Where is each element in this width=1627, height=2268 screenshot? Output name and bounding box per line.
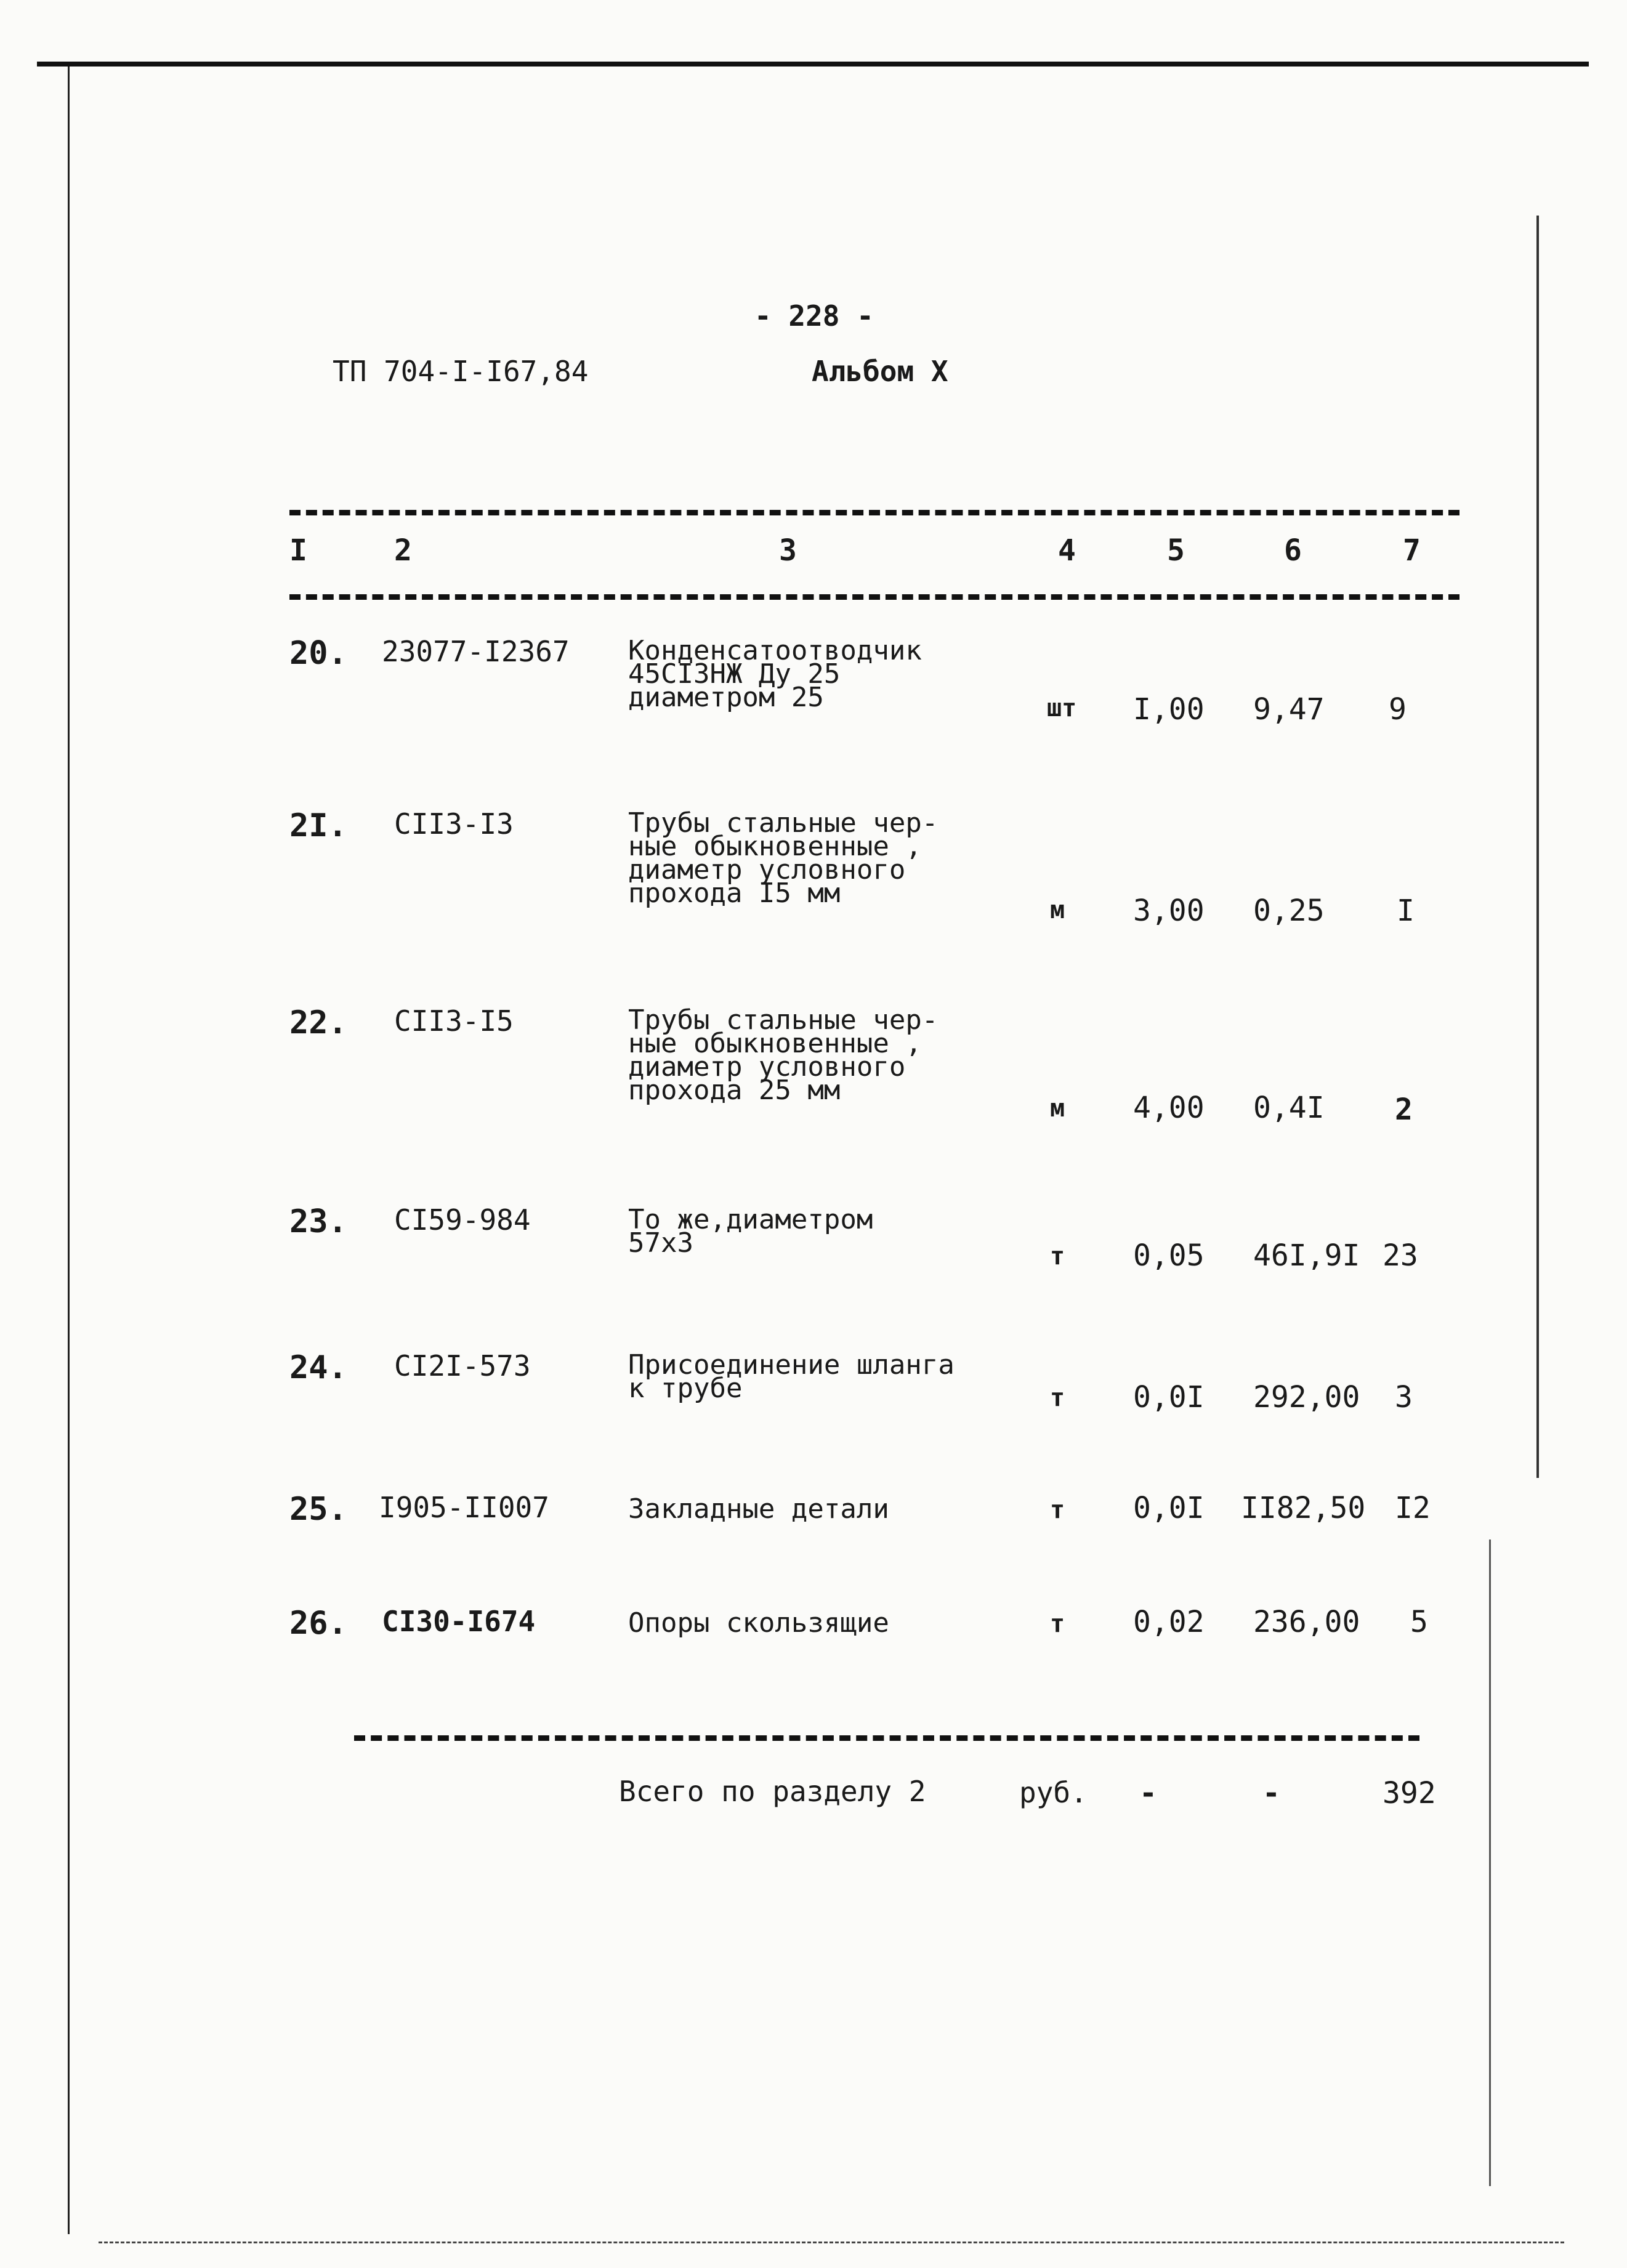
table-row-price: 0,4I xyxy=(1253,1091,1325,1125)
table-row-desc-line: диаметр условного xyxy=(628,1051,906,1083)
page-right-border-lower xyxy=(1489,1540,1491,2186)
table-row-total: 9 xyxy=(1389,692,1407,727)
table-row-number: 24. xyxy=(289,1349,347,1386)
table-top-rule xyxy=(289,510,1459,515)
table-row-quantity: 0,02 xyxy=(1133,1605,1205,1639)
table-header-rule xyxy=(289,594,1459,600)
table-row-price: 0,25 xyxy=(1253,894,1325,928)
table-row-unit: т xyxy=(1050,1496,1065,1524)
table-row-desc-line: диаметром 25 xyxy=(628,682,824,713)
column-header-6: 6 xyxy=(1284,533,1302,568)
column-header-2: 2 xyxy=(394,533,412,568)
album-title: Альбом X xyxy=(812,355,948,388)
table-row-code: СI30-I674 xyxy=(382,1605,536,1638)
table-row-quantity: 4,00 xyxy=(1133,1091,1205,1125)
column-header-5: 5 xyxy=(1167,533,1185,568)
table-row-quantity: 3,00 xyxy=(1133,894,1205,928)
table-row-number: 26. xyxy=(289,1605,347,1642)
table-row-price: 292,00 xyxy=(1253,1380,1360,1414)
table-row-desc-line: 45СI3НЖ Ду 25 xyxy=(628,658,841,690)
table-row-code: СI2I-573 xyxy=(394,1349,531,1382)
document-code: ТП 704-I-I67,84 xyxy=(333,355,589,388)
page-right-border xyxy=(1536,216,1539,1478)
table-row-desc-line: Опоры скользящие xyxy=(628,1607,889,1639)
summary-price: - xyxy=(1262,1776,1280,1810)
table-row-quantity: 0,0I xyxy=(1133,1380,1205,1414)
column-header-7: 7 xyxy=(1403,533,1421,568)
summary-rule xyxy=(354,1735,1419,1741)
table-row-desc-line: Закладные детали xyxy=(628,1493,889,1525)
page-top-border xyxy=(37,62,1589,67)
table-row-number: 23. xyxy=(289,1203,347,1240)
table-row-quantity: 0,0I xyxy=(1133,1491,1205,1525)
table-row-total: I xyxy=(1397,894,1415,928)
table-row-desc-line: Присоединение шланга xyxy=(628,1349,955,1381)
table-row-number: 20. xyxy=(289,635,347,672)
column-header-4: 4 xyxy=(1058,533,1076,568)
table-row-desc-line: диаметр условного xyxy=(628,854,906,886)
table-row-desc-line: Трубы стальные чер- xyxy=(628,807,939,839)
summary-total: 392 xyxy=(1383,1776,1436,1810)
table-row-unit: т xyxy=(1050,1610,1065,1638)
table-row-unit: м xyxy=(1050,1094,1065,1123)
table-row-code: I905-II007 xyxy=(379,1491,549,1524)
page-left-border xyxy=(68,67,70,2234)
table-row-price: 46I,9I xyxy=(1253,1238,1360,1273)
table-row-number: 22. xyxy=(289,1004,347,1041)
table-row-desc-line: То же,диаметром xyxy=(628,1204,873,1235)
table-row-number: 25. xyxy=(289,1491,347,1528)
table-row-unit: т xyxy=(1050,1242,1065,1270)
table-row-price: II82,50 xyxy=(1241,1491,1366,1525)
table-row-quantity: I,00 xyxy=(1133,692,1205,727)
column-header-1: I xyxy=(289,533,307,568)
table-row-desc-line: прохода I5 мм xyxy=(628,878,841,909)
column-header-3: 3 xyxy=(779,533,797,568)
page-bottom-border xyxy=(99,2242,1564,2243)
table-row-code: СI59-984 xyxy=(394,1203,531,1237)
table-row-unit: м xyxy=(1050,896,1065,924)
page-number: - 228 - xyxy=(754,299,874,333)
table-row-total: 5 xyxy=(1410,1605,1428,1639)
summary-unit: руб. xyxy=(1019,1776,1088,1809)
summary-label: Всего по разделу 2 xyxy=(619,1775,926,1808)
summary-quantity: - xyxy=(1139,1776,1157,1810)
table-row-unit: т xyxy=(1050,1384,1065,1412)
table-row-desc-line: ные обыкновенные , xyxy=(628,1028,922,1059)
table-row-price: 9,47 xyxy=(1253,692,1325,727)
table-row-desc-line: прохода 25 мм xyxy=(628,1075,841,1106)
table-row-price: 236,00 xyxy=(1253,1605,1360,1639)
table-row-code: СII3-I5 xyxy=(394,1004,514,1038)
table-row-code: СII3-I3 xyxy=(394,807,514,841)
table-row-total: 2 xyxy=(1395,1092,1413,1127)
table-row-desc-line: Трубы стальные чер- xyxy=(628,1004,939,1036)
table-row-total: I2 xyxy=(1395,1491,1431,1525)
table-row-total: 3 xyxy=(1395,1380,1413,1414)
table-row-desc-line: к трубе xyxy=(628,1373,743,1404)
table-row-desc-line: ные обыкновенные , xyxy=(628,831,922,862)
table-row-code: 23077-I2367 xyxy=(382,635,570,668)
table-row-desc-line: 57х3 xyxy=(628,1227,693,1259)
table-row-number: 2I. xyxy=(289,807,347,844)
table-row-total: 23 xyxy=(1383,1238,1418,1273)
table-row-desc-line: Конденсатоотводчик xyxy=(628,635,922,666)
table-row-unit: шт xyxy=(1047,694,1077,722)
table-row-quantity: 0,05 xyxy=(1133,1238,1205,1273)
